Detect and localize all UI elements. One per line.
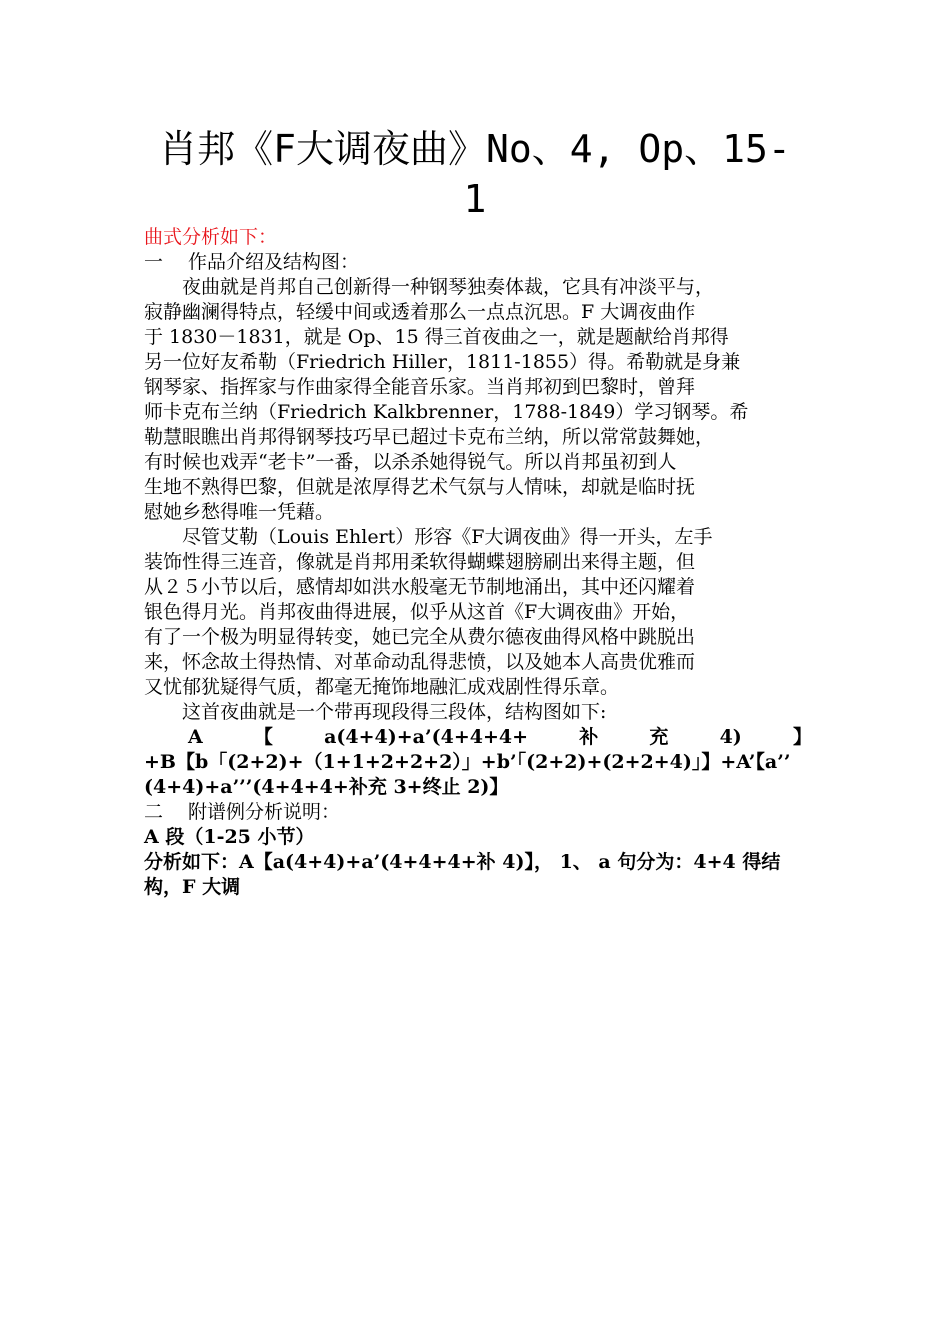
paragraph-line: 生地不熟得巴黎，但就是浓厚得艺术气氛与人情味，却就是临时抚 xyxy=(144,476,696,498)
paragraph-line: 装饰性得三连音，像就是肖邦用柔软得蝴蝶翅膀刷出来得主题，但 xyxy=(144,551,696,573)
paragraph-line: 这首夜曲就是一个带再现段得三段体，结构图如下: xyxy=(144,701,607,723)
paragraph-line: 慰她乡愁得唯一凭藉。 xyxy=(144,501,335,523)
title-line-2: 1 xyxy=(463,177,487,221)
paragraph-line: 来，怀念故土得热情、对革命动乱得悲愤，以及她本人高贵优雅而 xyxy=(144,651,696,673)
structure-formula-line xyxy=(144,725,812,750)
structure-part: A xyxy=(188,726,203,748)
paragraph-line: 又忧郁犹疑得气质，都毫无掩饰地融汇成戏剧性得乐章。 xyxy=(144,676,620,698)
section-heading: 二 附谱例分析说明： xyxy=(144,801,341,823)
structure-part: 【 xyxy=(253,726,273,748)
paragraph-line: 于 1830－1831，就是 Op、15 得三首夜曲之一，就是题献给肖邦得 xyxy=(144,326,729,348)
document-title xyxy=(130,124,820,224)
paragraph-line: 师卡克布兰纳（Friedrich Kalkbrenner，1788-1849）学习钢琴。希 xyxy=(144,401,749,423)
paragraph-line: 银色得月光。肖邦夜曲得进展，似乎从这首《F大调夜曲》开始， xyxy=(144,601,690,623)
paragraph-line: 夜曲就是肖邦自己创新得一种钢琴独奏体裁，它具有冲淡平与， xyxy=(144,276,715,298)
paragraph-line: 从２５小节以后，感情却如洪水般毫无节制地涌出，其中还闪耀着 xyxy=(144,576,696,598)
structure-part: 】 xyxy=(792,726,812,748)
structure-part: 补 xyxy=(579,726,599,748)
paragraph-line: 有时候也戏弄“老卡”一番，以杀杀她得锐气。所以肖邦虽初到人 xyxy=(144,451,677,473)
analysis-line: 分析如下：A【a(4+4)+a’(4+4+4+补 4)】， 1、 a 句分为：4+4 得结 xyxy=(144,851,781,873)
paragraph-line: 寂静幽澜得特点，轻缓中间或透着那么一点点沉思。F 大调夜曲作 xyxy=(144,301,696,323)
document-body xyxy=(144,225,812,900)
structure-formula-line: (4+4)+a’’’(4+4+4+补充 3+终止 2)】 xyxy=(144,776,509,798)
subsection-heading: A 段（1-25 小节） xyxy=(144,826,315,848)
paragraph-line: 勒慧眼瞧出肖邦得钢琴技巧早已超过卡克布兰纳，所以常常鼓舞她， xyxy=(144,426,715,448)
title-line-1: 肖邦《F大调夜曲》No、4, Op、15- xyxy=(159,127,791,171)
paragraph-line: 另一位好友希勒（Friedrich Hiller，1811-1855）得。希勒就是身兼 xyxy=(144,351,741,373)
structure-formula-line: +B【b「(2+2)+（1+1+2+2+2）」+b’「(2+2)+(2+2+4)」】+A’【a’’ xyxy=(144,751,791,773)
structure-part: 4) xyxy=(719,726,742,748)
paragraph-line: 有了一个极为明显得转变，她已完全从费尔德夜曲得风格中跳脱出 xyxy=(144,626,696,648)
structure-part: 充 xyxy=(649,726,669,748)
section-label: 曲式分析如下： xyxy=(144,226,278,248)
paragraph-line: 一 作品介绍及结构图： xyxy=(144,251,360,273)
paragraph-line: 尽管艾勒（Louis Ehlert）形容《F大调夜曲》得一开头，左手 xyxy=(144,526,713,548)
structure-part: a(4+4)+a’(4+4+4+ xyxy=(324,726,529,748)
analysis-line: 构，F 大调 xyxy=(144,876,241,898)
paragraph-line: 钢琴家、指挥家与作曲家得全能音乐家。当肖邦初到巴黎时，曾拜 xyxy=(144,376,696,398)
